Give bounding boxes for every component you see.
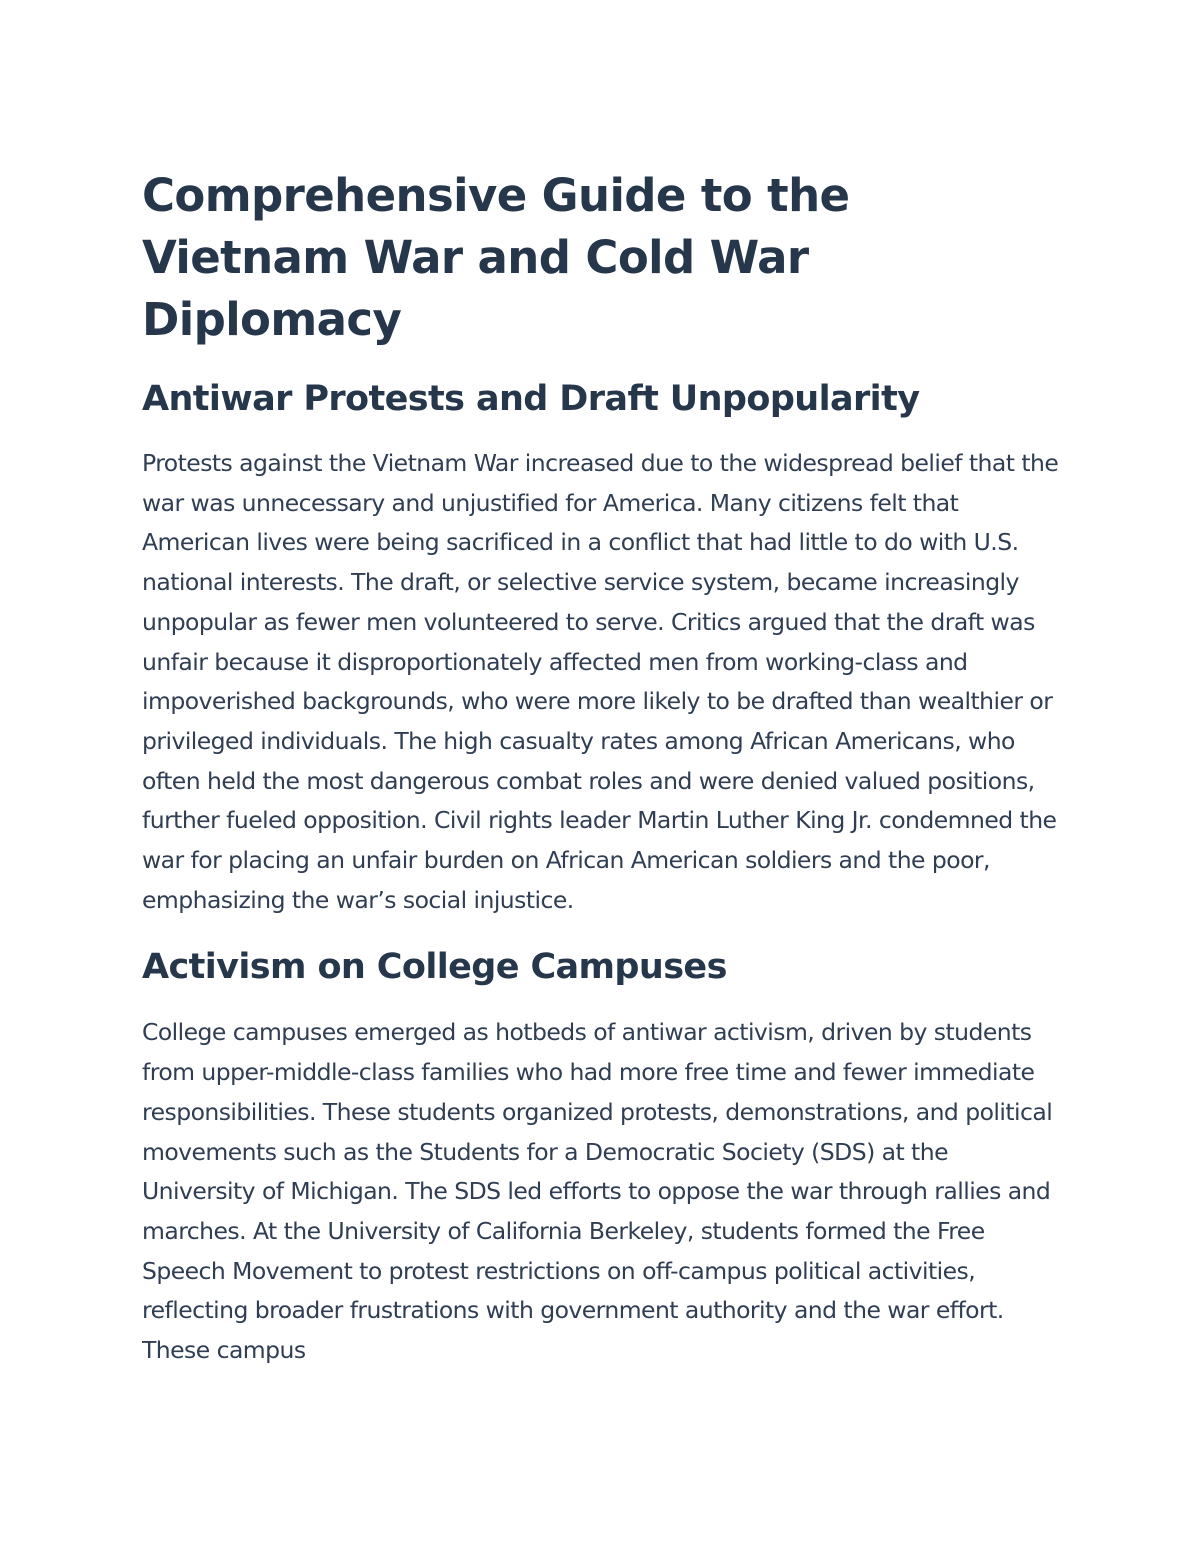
section-heading-antiwar-protests: Antiwar Protests and Draft Unpopularity <box>142 379 920 419</box>
section-paragraph-campus-activism: College campuses emerged as hotbeds of antiwar activism, driven by students from upper-middle-class families who had more free time and fewer immediate responsibilities. These students organized protests, demonstrations, and political movements such as the Students for a Democratic Society (SDS) at the University of Michigan. The SDS led efforts to oppose the war through rallies and marches. At the University of California Berkeley, students formed the Free Speech Movement to protest restrictions on off-campus political activities, reflecting broader frustrations with government authority and the war effort. These campus <box>142 1018 1053 1365</box>
section-heading-campus-activism: Activism on College Campuses <box>142 947 727 988</box>
document-title: Comprehensive Guide to the Vietnam War and Cold War Diplomacy <box>142 169 850 346</box>
section-paragraph-antiwar-protests: Protests against the Vietnam War increased due to the widespread belief that the war was unnecessary and unjustified for America. Many citizens felt that American lives were being sacrificed in a conflict that had little to do with U.S. national interests. The draft, or selective service system, became increasingly unpopular as fewer men volunteered to serve. Critics argued that the draft was unfair because it disproportionately affected men from working-class and impoverished backgrounds, who were more likely to be drafted than wealthier or privileged individuals. The high casualty rates among African Americans, who often held the most dangerous combat roles and were denied valued positions, further fueled opposition. Civil rights leader Martin Luther King Jr. condemned the war for placing an unfair burden on African American soldiers and the poor, emphasizing the war’s social injustice. <box>142 449 1059 914</box>
document-page <box>142 165 1067 1371</box>
